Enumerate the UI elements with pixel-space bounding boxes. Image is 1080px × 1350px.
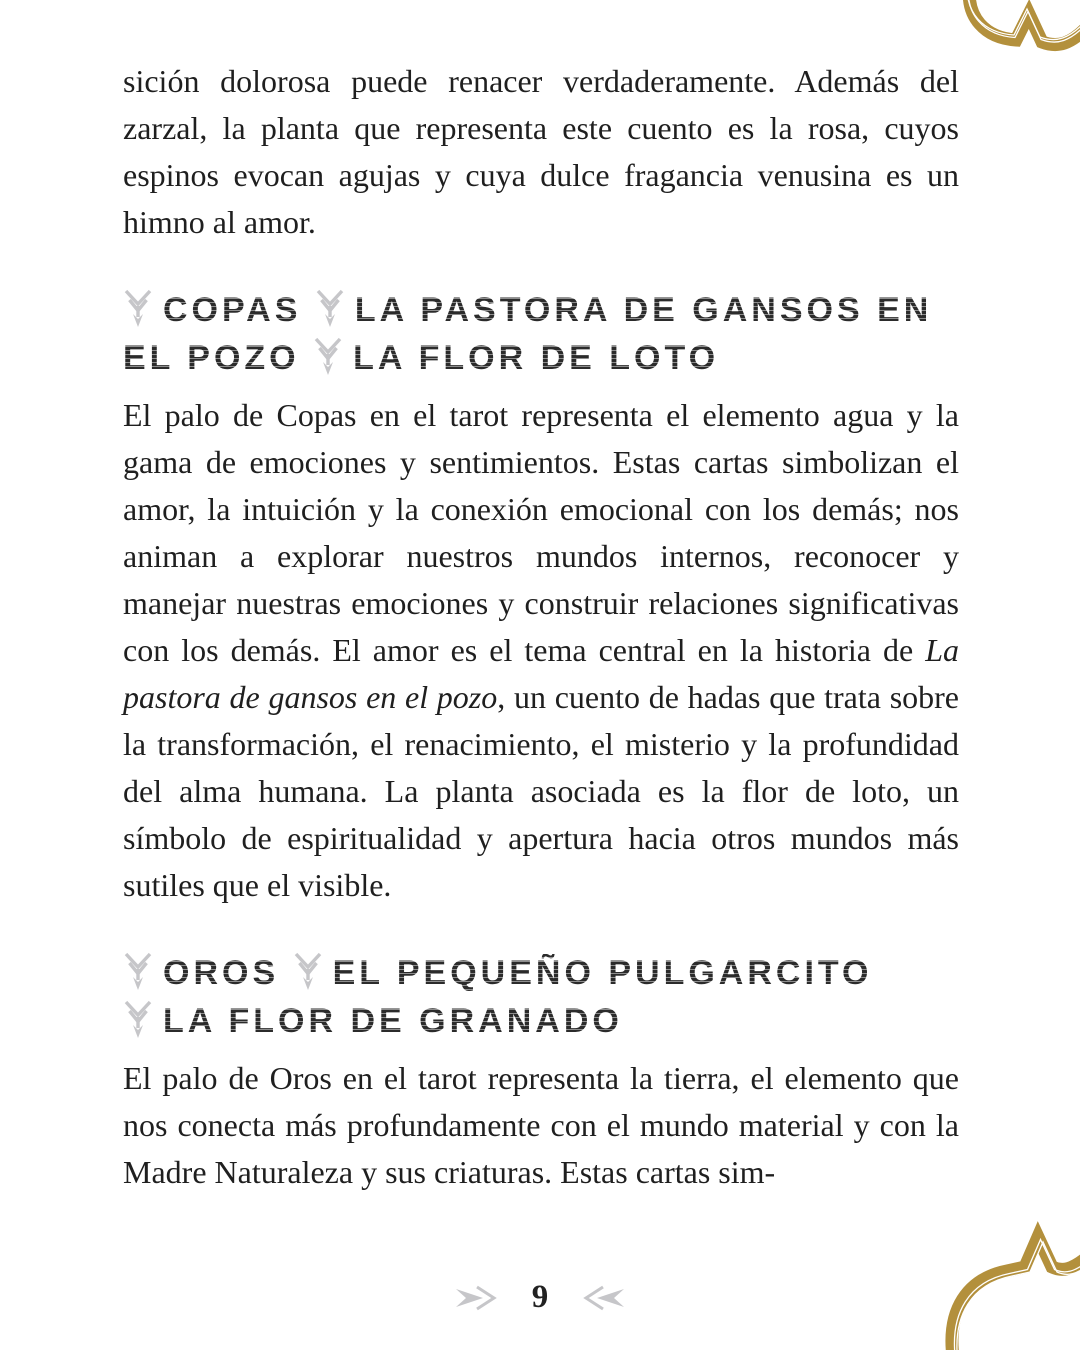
copas-tale-title-italic: La pastora de gansos en el pozo (123, 632, 959, 715)
down-arrow-fletch-icon (313, 336, 343, 376)
heading-suit-label: COPAS (163, 291, 302, 329)
copas-body-after-italic: , un cuento de hadas que trata sobre la transformación, el renacimiento, el misterio y la profundidad del alma humana. La planta asociada es la flor de loto, un símbolo de espiritualidad y apertura hacia otros mundos más sutiles que el visible. (123, 679, 959, 903)
heading-plant-label: LA FLOR DE GRANADO (163, 1002, 623, 1040)
right-arrow-dart-icon (452, 1283, 498, 1313)
text-column (123, 58, 959, 1196)
down-arrow-fletch-icon (315, 288, 345, 328)
section-heading-oros (123, 949, 959, 1045)
page-number: 9 (531, 1279, 549, 1315)
heading-tale-label: EL PEQUEÑO PULGARCITO (332, 954, 873, 992)
left-arrow-dart-icon (582, 1283, 628, 1313)
copas-body-before-italic: El palo de Copas en el tarot representa el elemento agua y la gama de emociones y sentimientos. Estas cartas simbolizan el amor, la intuición y la conexión emocional con los demás; nos animan a explorar nuestros mundos internos, reconocer y manejar nuestras emociones y construir relaciones significativas con los demás. El amor es el tema central en la historia de (123, 397, 959, 668)
heading-tale-label: LA PASTORA DE GANSOS EN EL POZO (123, 291, 933, 377)
oros-body-text: El palo de Oros en el tarot representa la tierra, el elemento que nos conecta más profundamente con el mundo material y con la Madre Naturaleza y sus criaturas. Estas cartas sim- (123, 1060, 959, 1190)
section-body-copas (123, 392, 959, 909)
down-arrow-fletch-icon (123, 999, 153, 1039)
page-footer (0, 1279, 1080, 1316)
intro-paragraph-text: sición dolorosa puede renacer verdaderamente. Además del zarzal, la planta que representa este cuento es la rosa, cuyos espinos evocan agujas y cuya dulce fragancia venusina es un himno al amor. (123, 63, 959, 240)
section-heading-copas (123, 286, 959, 382)
down-arrow-fletch-icon (123, 288, 153, 328)
heading-suit-label: OROS (163, 954, 280, 992)
intro-paragraph (123, 58, 959, 246)
down-arrow-fletch-icon (123, 951, 153, 991)
gold-corner-flourish-bottom-right-icon (905, 1205, 1080, 1350)
down-arrow-fletch-icon (293, 951, 323, 991)
section-body-oros (123, 1055, 959, 1196)
heading-plant-label: LA FLOR DE LOTO (353, 339, 720, 377)
